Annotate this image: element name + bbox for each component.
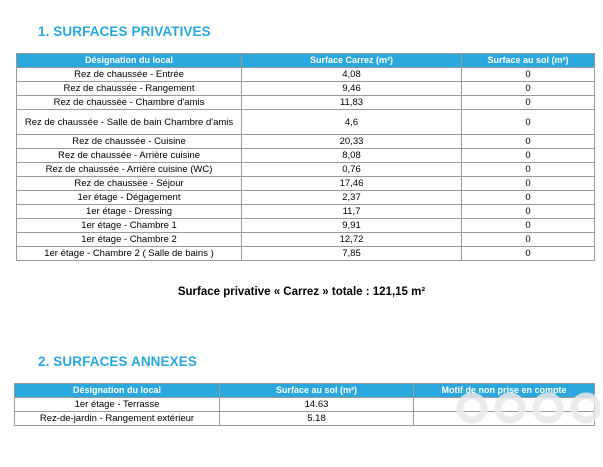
table-row (17, 205, 595, 219)
cell-secondary: 0 (462, 191, 595, 205)
table-header-row (17, 54, 595, 68)
cell-secondary: 0 (462, 68, 595, 82)
cell-designation: Rez de chaussée - Entrée (17, 68, 242, 82)
private-surfaces-table (16, 53, 595, 261)
cell-secondary: 0 (462, 163, 595, 177)
cell-surface: 14.63 (220, 398, 414, 412)
column-header-designation: Désignation du local (15, 384, 220, 398)
cell-surface: 7,85 (242, 247, 462, 261)
cell-surface: 11,7 (242, 205, 462, 219)
annex-surfaces-table (14, 383, 595, 426)
cell-secondary: 0 (462, 82, 595, 96)
cell-surface: 12,72 (242, 233, 462, 247)
column-header-carrez: Surface Carrez (m²) (242, 54, 462, 68)
cell-designation: 1er étage - Dégagement (17, 191, 242, 205)
cell-designation: 1er étage - Chambre 2 (17, 233, 242, 247)
cell-surface: 9,91 (242, 219, 462, 233)
cell-secondary: 0 (462, 205, 595, 219)
cell-designation: Rez de chaussée - Séjour (17, 177, 242, 191)
cell-surface: 11,83 (242, 96, 462, 110)
cell-surface: 20,33 (242, 135, 462, 149)
cell-designation: 1er étage - Chambre 1 (17, 219, 242, 233)
cell-secondary (414, 398, 595, 412)
cell-secondary: 0 (462, 110, 595, 135)
table-row (15, 398, 595, 412)
table-row (17, 110, 595, 135)
cell-surface: 0,76 (242, 163, 462, 177)
table-row (17, 135, 595, 149)
cell-secondary: 0 (462, 96, 595, 110)
cell-surface: 4,6 (242, 110, 462, 135)
table-row (17, 177, 595, 191)
cell-secondary: 0 (462, 219, 595, 233)
cell-surface: 2,37 (242, 191, 462, 205)
cell-designation: 1er étage - Dressing (17, 205, 242, 219)
cell-surface: 5.18 (220, 412, 414, 426)
table-row (17, 163, 595, 177)
table-row (17, 149, 595, 163)
cell-designation: Rez de chaussée - Arrière cuisine (17, 149, 242, 163)
table-row (17, 68, 595, 82)
cell-designation: Rez de chaussée - Rangement (17, 82, 242, 96)
cell-designation: Rez de chaussée - Cuisine (17, 135, 242, 149)
cell-secondary (414, 412, 595, 426)
cell-designation: Rez de chaussée - Arrière cuisine (WC) (17, 163, 242, 177)
section-title-annexes: 2. SURFACES ANNEXES (38, 354, 197, 369)
column-header-floor-area: Surface au sol (m²) (462, 54, 595, 68)
cell-surface: 4,08 (242, 68, 462, 82)
cell-surface: 8,08 (242, 149, 462, 163)
cell-secondary: 0 (462, 177, 595, 191)
table-row (17, 191, 595, 205)
section-title-privatives: 1. SURFACES PRIVATIVES (38, 24, 211, 39)
table-row (17, 219, 595, 233)
column-header-designation: Désignation du local (17, 54, 242, 68)
cell-secondary: 0 (462, 149, 595, 163)
table-row (17, 247, 595, 261)
table-row (17, 82, 595, 96)
cell-designation: Rez-de-jardin - Rangement extérieur (15, 412, 220, 426)
table-row (15, 412, 595, 426)
cell-designation: Rez de chaussée - Chambre d'amis (17, 96, 242, 110)
table-row (17, 233, 595, 247)
cell-designation: 1er étage - Chambre 2 ( Salle de bains ) (17, 247, 242, 261)
cell-secondary: 0 (462, 135, 595, 149)
cell-designation: Rez de chaussée - Salle de bain Chambre d'amis (17, 110, 242, 135)
cell-surface: 9,46 (242, 82, 462, 96)
cell-secondary: 0 (462, 233, 595, 247)
table-row (17, 96, 595, 110)
carrez-total: Surface privative « Carrez » totale : 121,15 m² (177, 286, 426, 298)
cell-designation: 1er étage - Terrasse (15, 398, 220, 412)
column-header-floor-area: Surface au sol (m²) (220, 384, 414, 398)
table-header-row (15, 384, 595, 398)
cell-secondary: 0 (462, 247, 595, 261)
cell-surface: 17,46 (242, 177, 462, 191)
column-header-exclusion-reason: Motif de non prise en compte (414, 384, 595, 398)
